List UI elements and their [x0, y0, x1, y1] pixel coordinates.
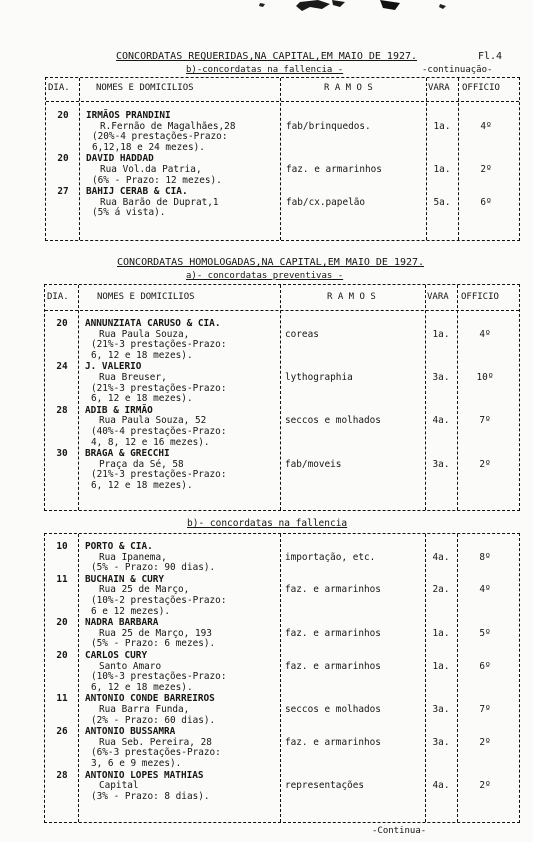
table-row	[45, 771, 519, 803]
row-detail: Rua Ipanema,	[99, 551, 167, 563]
header-vara: VARA	[428, 83, 450, 93]
row-vara: 4a.	[432, 780, 450, 792]
row-day: 20	[57, 110, 69, 121]
row-detail: (10%-2 prestações-Prazo:	[91, 594, 227, 606]
row-ramo: seccos e molhados	[285, 415, 381, 427]
row-officio: 6º	[480, 196, 492, 208]
row-ramo: faz. e armarinhos	[285, 627, 381, 639]
row-detail: Rua Vol.da Patria,	[100, 163, 202, 175]
row-day: 11	[56, 573, 68, 585]
row-detail: (6%-3 prestações-Prazo:	[91, 747, 221, 759]
row-vara: 3a.	[432, 458, 450, 470]
row-day: 24	[56, 361, 68, 373]
row-detail: (5% - Prazo: 90 dias).	[91, 562, 216, 574]
row-name: PORTO & CIA.	[85, 541, 153, 552]
row-detail: Rua Paula Souza,	[99, 328, 190, 340]
row-name: BAHIJ CERAB & CIA.	[86, 186, 188, 198]
header-dia: DIA.	[47, 292, 69, 302]
title-requeridas: CONCORDATAS REQUERIDAS,NA CAPITAL,EM MAIO DE 1927.	[116, 51, 418, 62]
row-officio: 2º	[479, 780, 491, 792]
section-fallencia: b)- concordatas na fallencia	[187, 518, 348, 529]
table-row	[45, 618, 519, 650]
subtitle-fallencia: b)-concordatas na fallencia -	[186, 65, 344, 75]
row-detail: Rua Paula Souza, 52	[99, 415, 207, 427]
row-name: BUCHAIN & CURY	[85, 573, 165, 585]
row-detail: (6% - Prazo: 12 mezes).	[92, 174, 222, 186]
table-row	[45, 362, 519, 404]
row-detail: R.Fernão de Magalhães,28	[100, 120, 236, 132]
row-name: ANNUNZIATA CARUSO & CIA.	[85, 318, 221, 329]
row-detail: Santo Amaro	[99, 660, 162, 672]
header-nomes: NOMES E DOMICILIOS	[96, 83, 194, 93]
row-name: ANTONIO LOPES MATHIAS	[85, 769, 204, 781]
row-ramo: seccos e molhados	[285, 703, 381, 715]
table-row	[45, 651, 519, 693]
row-day: 30	[56, 448, 68, 460]
row-detail: Rua 25 de Março, 193	[99, 627, 212, 639]
table-row	[45, 449, 519, 491]
row-name: IRMÃOS PRANDINI	[86, 110, 171, 121]
table-row	[45, 406, 519, 448]
header-officio: OFFICIO	[462, 83, 500, 93]
row-day: 10	[56, 541, 68, 552]
row-officio: 4º	[479, 584, 491, 596]
folio-number: Fl.4	[478, 51, 503, 62]
row-name: ANTONIO BUSSAMRA	[85, 726, 176, 738]
row-officio: 4º	[480, 120, 492, 132]
row-detail: (21%-3 prestações-Prazo:	[91, 469, 227, 481]
row-day: 20	[56, 650, 68, 661]
row-name: ANTONIO CONDE BARREIROS	[85, 693, 215, 705]
table-row	[46, 111, 519, 153]
row-ramo: fab/moveis	[285, 458, 342, 470]
row-ramo: importação, etc.	[285, 551, 376, 563]
row-detail: (5% - Prazo: 6 mezes).	[91, 638, 216, 650]
row-vara: 4a.	[432, 415, 450, 427]
header-ramos: R A M O S	[324, 83, 373, 93]
table-homologadas-fallencia	[44, 533, 520, 823]
table-row	[46, 154, 519, 186]
row-name: J. VALERIO	[85, 361, 142, 373]
row-vara: 1a.	[432, 328, 450, 340]
row-detail: (20%-4 prestações-Prazo:	[92, 131, 228, 143]
row-vara: 1a.	[432, 627, 450, 639]
row-detail: 4, 8, 12 e 16 mezes).	[91, 436, 210, 448]
row-ramo: faz. e armarinhos	[286, 163, 382, 175]
table-homologadas-preventivas	[44, 284, 520, 511]
row-ramo: lythographia	[285, 371, 353, 383]
row-day: 20	[57, 153, 69, 165]
row-detail: Rua Barra Funda,	[99, 703, 190, 715]
row-detail: (2% - Prazo: 60 dias).	[91, 714, 216, 726]
row-vara: 3a.	[432, 736, 450, 748]
row-officio: 5º	[479, 627, 491, 639]
row-vara: 1a.	[432, 660, 450, 672]
row-ramo: coreas	[285, 328, 319, 340]
row-day: 20	[56, 318, 68, 329]
row-name: DAVID HADDAD	[86, 153, 154, 165]
row-name: BRAGA & GRECCHI	[85, 448, 170, 460]
row-detail: 6 e 12 mezes).	[91, 605, 171, 617]
row-officio: 10º	[476, 371, 494, 383]
row-detail: (40%-4 prestações-Prazo:	[91, 425, 227, 437]
row-detail: (5% á vista).	[92, 207, 166, 219]
table-requeridas	[45, 77, 520, 241]
table-header	[46, 78, 519, 102]
header-nomes: NOMES E DOMICILIOS	[97, 292, 195, 302]
row-detail: 6, 12 e 18 mezes).	[91, 681, 193, 693]
row-detail: 6, 12 e 18 mezes).	[91, 349, 193, 361]
header-dia: DIA.	[48, 83, 70, 93]
row-ramo: fab/brinquedos.	[286, 120, 371, 132]
row-detail: (21%-3 prestações-Prazo:	[91, 382, 227, 394]
row-detail: Praça da Sé, 58	[99, 458, 184, 470]
scan-blotch	[0, 0, 533, 22]
row-ramo: faz. e armarinhos	[285, 660, 381, 672]
row-day: 28	[56, 404, 68, 416]
row-detail: Rua Seb. Pereira, 28	[99, 736, 212, 748]
row-name: NADRA BARBARA	[85, 617, 159, 629]
row-ramo: fab/cx.papelão	[286, 196, 366, 208]
row-ramo: faz. e armarinhos	[285, 736, 381, 748]
row-name: ADIB & IRMÃO	[85, 404, 153, 416]
row-vara: 4a.	[432, 551, 450, 563]
row-vara: 5a.	[433, 196, 451, 208]
header-officio: OFFICIO	[461, 292, 499, 302]
row-officio: 8º	[479, 551, 491, 563]
row-detail: (3% - Prazo: 8 dias).	[91, 790, 210, 802]
row-vara: 2a.	[432, 584, 450, 596]
header-ramos: R A M O S	[327, 292, 376, 302]
row-officio: 2º	[480, 163, 492, 175]
row-vara: 1a.	[433, 120, 451, 132]
table-header	[45, 285, 519, 311]
row-detail: (21%-3 prestações-Prazo:	[91, 339, 227, 351]
row-officio: 7º	[479, 415, 491, 427]
row-day: 11	[56, 693, 68, 705]
row-day: 28	[56, 769, 68, 781]
subtitle-preventivas: a)- concordatas preventivas -	[186, 271, 344, 281]
row-day: 20	[56, 617, 68, 629]
row-detail: Rua Barão de Duprat,1	[100, 196, 219, 208]
table-row	[45, 727, 519, 769]
row-detail: 6,12,18 e 24 mezes).	[92, 141, 205, 153]
table-row	[45, 542, 519, 574]
row-day: 27	[57, 186, 69, 198]
table-row	[45, 319, 519, 361]
title-homologadas: CONCORDATAS HOMOLOGADAS,NA CAPITAL,EM MAIO DE 1927.	[117, 257, 425, 268]
header-vara: VARA	[427, 292, 449, 302]
table-row	[45, 575, 519, 617]
row-officio: 4º	[479, 328, 491, 340]
continuation-top: -continuação-	[422, 65, 493, 75]
row-vara: 1a.	[433, 163, 451, 175]
row-detail: Rua Breuser,	[99, 371, 167, 383]
row-officio: 6º	[479, 660, 491, 672]
row-name: CARLOS CURY	[85, 650, 148, 661]
row-officio: 2º	[479, 736, 491, 748]
row-ramo: representações	[285, 780, 365, 792]
row-detail: 6, 12 e 18 mezes).	[91, 479, 193, 491]
row-detail: 6, 12 e 18 mezes).	[91, 393, 193, 405]
row-vara: 3a.	[432, 703, 450, 715]
row-officio: 2º	[479, 458, 491, 470]
row-ramo: faz. e armarinhos	[285, 584, 381, 596]
row-vara: 3a.	[432, 371, 450, 383]
table-row	[45, 694, 519, 726]
row-detail: 3, 6 e 9 mezes).	[91, 757, 182, 769]
continuation-bottom: -Continua-	[372, 826, 427, 836]
row-day: 26	[56, 726, 68, 738]
row-detail: (10%-3 prestações-Prazo:	[91, 671, 227, 683]
row-detail: Rua 25 de Março,	[99, 584, 190, 596]
table-row	[46, 187, 519, 219]
row-detail: Capital	[99, 780, 139, 792]
row-officio: 7º	[479, 703, 491, 715]
